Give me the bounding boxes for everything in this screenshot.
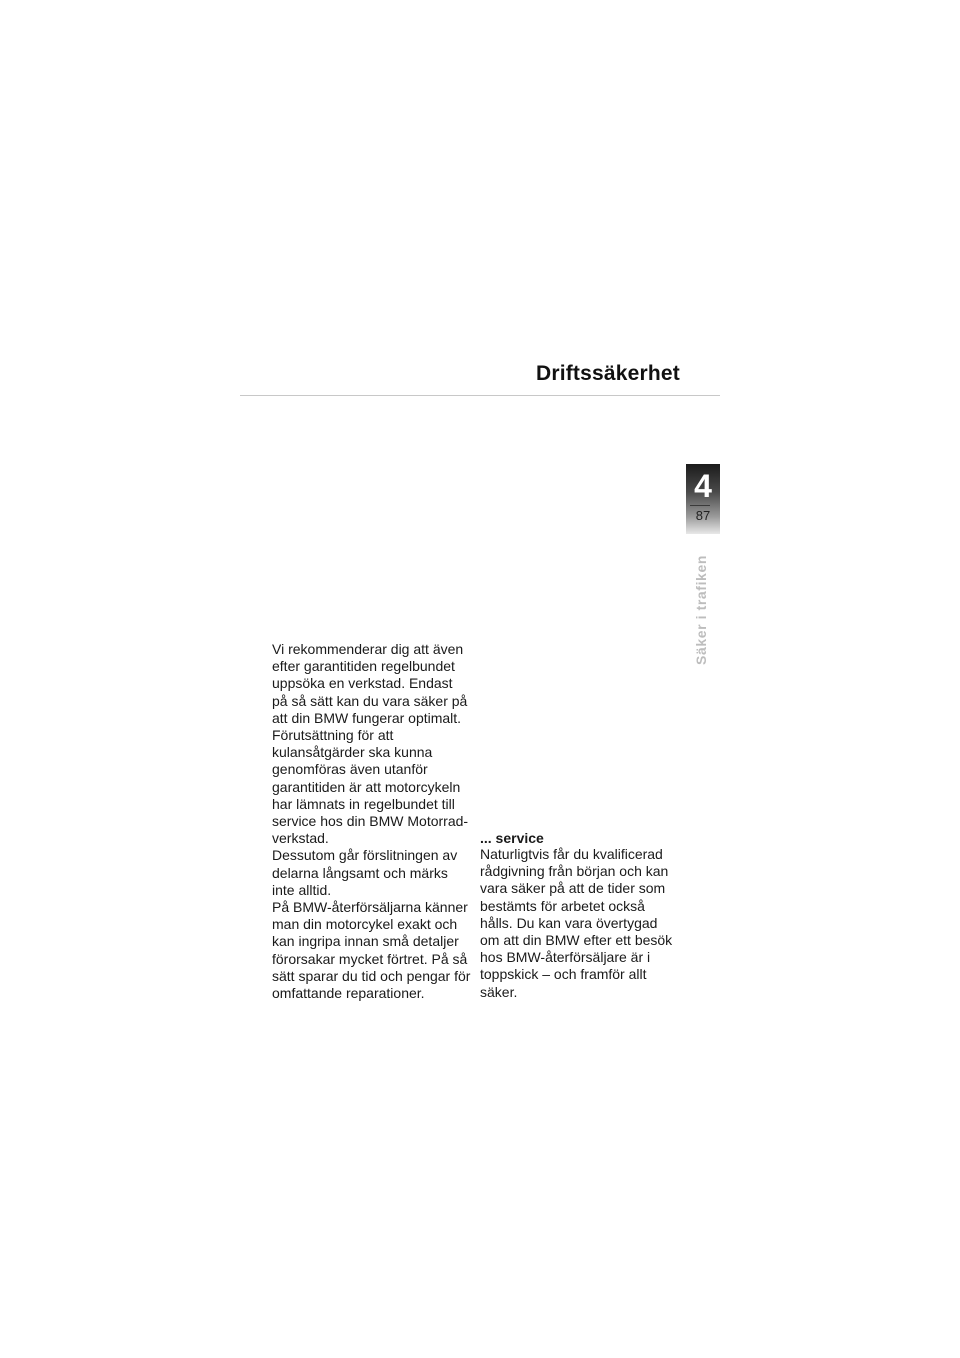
paragraph: Dessutom går förslitningen av delarna långsamt och märks inte alltid. xyxy=(272,847,458,898)
left-column xyxy=(272,641,472,1002)
page-number: 87 xyxy=(695,508,711,523)
right-column xyxy=(480,830,680,1001)
paragraph: Naturligtvis får du kvalificerad rådgivning från början och kan vara säker på att de tider som bestämts för arbetet också hålls. Du kan vara övertygad om att din BMW efter ett besök hos BMW-återförsäljare är i toppskick – och framför allt säker. xyxy=(480,846,673,1000)
paragraph: Förutsättning för att kulansåtgärder ska kunna genomföras även utanför garantitiden är att motorcykeln har lämnats in regelbundet till service hos din BMW Motorrad-verkstad. xyxy=(272,727,469,847)
header-divider xyxy=(240,395,720,396)
page-title: Driftssäkerhet xyxy=(535,362,680,385)
chapter-number: 4 xyxy=(694,468,712,504)
tab-divider xyxy=(690,505,710,506)
paragraph: Vi rekommenderar dig att även efter garantitiden regelbundet uppsöka en verkstad. Endast på så sätt kan du vara säker på att din BMW fungerar optimalt. xyxy=(272,641,468,726)
paragraph: På BMW-återförsäljarna känner man din motorcykel exakt och kan ingripa innan små detaljer förorsakar mycket förtret. På så sätt sparar du tid och pengar för omfattande reparationer. xyxy=(272,899,471,1002)
section-label: Säker i trafiken xyxy=(693,555,709,665)
service-heading: ... service xyxy=(480,830,544,846)
